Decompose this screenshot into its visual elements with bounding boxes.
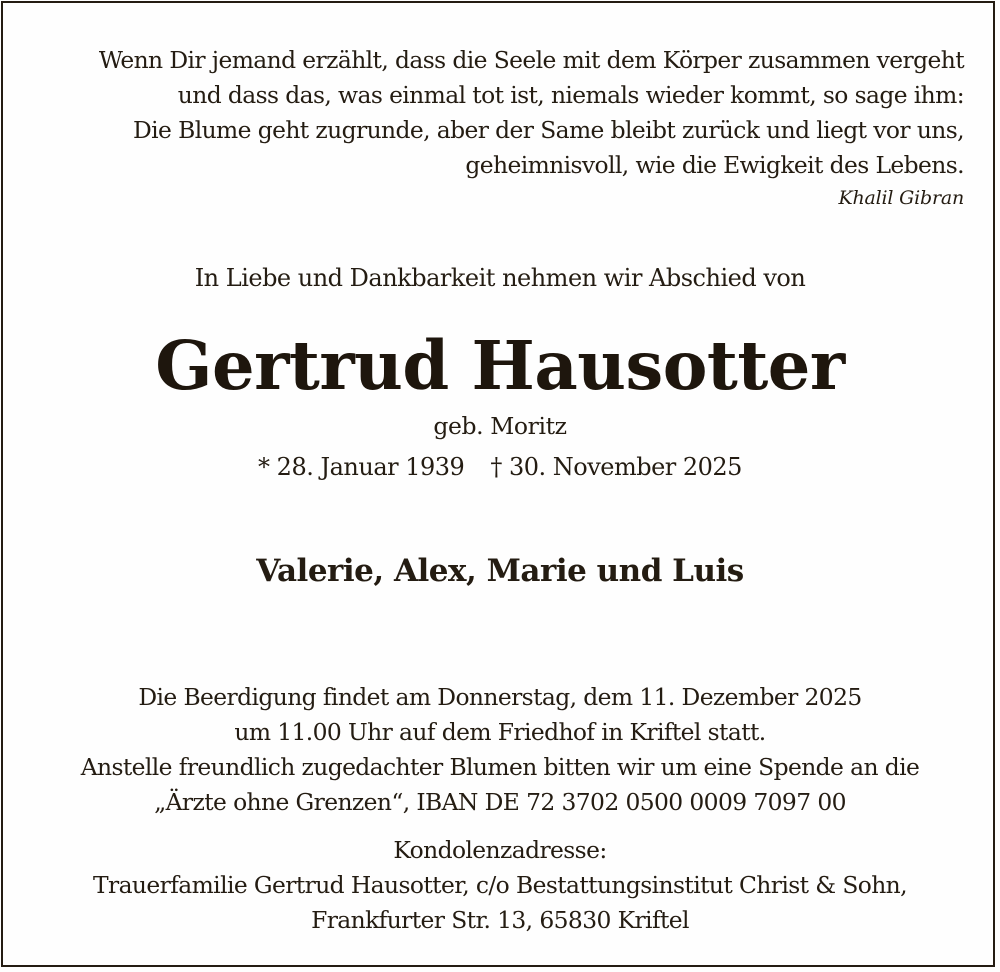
funeral-line: um 11.00 Uhr auf dem Friedhof in Kriftel statt. <box>234 718 766 746</box>
funeral-line: Die Beerdigung findet am Donnerstag, dem 11. Dezember 2025 <box>138 683 862 711</box>
birth-date: * 28. Januar 1939 <box>258 453 465 481</box>
quote-block <box>99 43 964 212</box>
intro-text: In Liebe und Dankbarkeit nehmen wir Abschied von <box>194 264 806 292</box>
condolence-line: Frankfurter Str. 13, 65830 Kriftel <box>311 906 689 934</box>
donation-line: „Ärzte ohne Grenzen“, IBAN DE 72 3702 0500 0009 7097 00 <box>154 788 846 816</box>
funeral-info <box>0 680 1000 820</box>
family-names: Valerie, Alex, Marie und Luis <box>256 553 744 589</box>
deceased-name: Gertrud Hausotter <box>155 326 845 405</box>
condolence-line: Trauerfamilie Gertrud Hausotter, c/o Bestattungsinstitut Christ & Sohn, <box>92 871 907 899</box>
condolence-heading: Kondolenzadresse: <box>393 836 607 864</box>
condolence-address <box>0 833 1000 938</box>
quote-line: Die Blume geht zugrunde, aber der Same bleibt zurück und liegt vor uns, <box>133 116 964 144</box>
quote-line: Wenn Dir jemand erzählt, dass die Seele mit dem Körper zusammen vergeht <box>98 46 964 74</box>
quote-author: Khalil Gibran <box>838 187 964 209</box>
death-date: † 30. November 2025 <box>490 453 742 481</box>
funeral-line: Anstelle freundlich zugedachter Blumen bitten wir um eine Spende an die <box>80 753 920 781</box>
life-dates <box>0 453 1000 481</box>
quote-line: geheimnisvoll, wie die Ewigkeit des Lebens. <box>465 151 964 179</box>
quote-line: und dass das, was einmal tot ist, niemals wieder kommt, so sage ihm: <box>177 81 964 109</box>
birth-name: geb. Moritz <box>433 412 567 440</box>
